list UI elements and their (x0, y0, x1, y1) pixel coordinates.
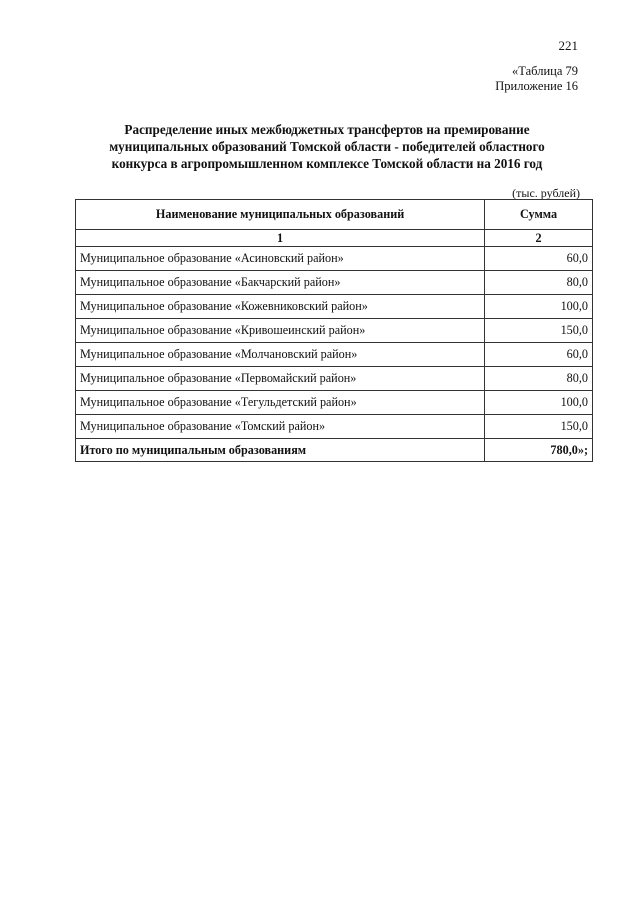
municipality-sum: 100,0 (485, 295, 593, 319)
municipality-name: Муниципальное образование «Бакчарский район» (76, 271, 485, 295)
municipality-name: Муниципальное образование «Первомайский район» (76, 367, 485, 391)
total-row (76, 439, 593, 462)
table-row (76, 319, 593, 343)
total-sum: 780,0»; (485, 439, 593, 462)
table-row (76, 343, 593, 367)
document-title (60, 121, 594, 172)
municipality-name: Муниципальное образование «Молчановский район» (76, 343, 485, 367)
municipality-name: Муниципальное образование «Асиновский район» (76, 247, 485, 271)
page-number: 221 (558, 38, 578, 53)
column-number-row (76, 230, 593, 247)
municipality-sum: 80,0 (485, 271, 593, 295)
column-header-name: Наименование муниципальных образований (76, 200, 485, 230)
table-row (76, 271, 593, 295)
table-header-row (76, 200, 593, 230)
municipality-sum: 150,0 (485, 415, 593, 439)
municipality-name: Муниципальное образование «Кожевниковский район» (76, 295, 485, 319)
municipality-sum: 100,0 (485, 391, 593, 415)
column-number-2: 2 (485, 230, 593, 247)
total-label: Итого по муниципальным образованиям (76, 439, 485, 462)
title-line-1: Распределение иных межбюджетных трансфертов на премирование (124, 122, 530, 137)
column-header-sum: Сумма (485, 200, 593, 230)
appendix-reference-label: Приложение 16 (495, 79, 578, 93)
table-row (76, 391, 593, 415)
units-label: (тыс. рублей) (512, 186, 580, 200)
municipality-sum: 60,0 (485, 343, 593, 367)
title-line-2: муниципальных образований Томской области - победителей областного (109, 139, 545, 154)
municipality-sum: 80,0 (485, 367, 593, 391)
table-reference-label: «Таблица 79 (512, 64, 578, 78)
title-line-3: конкурса в агропромышленном комплексе Томской области на 2016 год (111, 156, 543, 171)
table-row (76, 415, 593, 439)
distribution-table (75, 199, 593, 462)
municipality-name: Муниципальное образование «Тегульдетский район» (76, 391, 485, 415)
municipality-name: Муниципальное образование «Кривошеинский район» (76, 319, 485, 343)
municipality-sum: 150,0 (485, 319, 593, 343)
table-reference (495, 64, 578, 94)
municipality-sum: 60,0 (485, 247, 593, 271)
table-row (76, 367, 593, 391)
table-row (76, 247, 593, 271)
column-number-1: 1 (76, 230, 485, 247)
municipality-name: Муниципальное образование «Томский район» (76, 415, 485, 439)
table-row (76, 295, 593, 319)
